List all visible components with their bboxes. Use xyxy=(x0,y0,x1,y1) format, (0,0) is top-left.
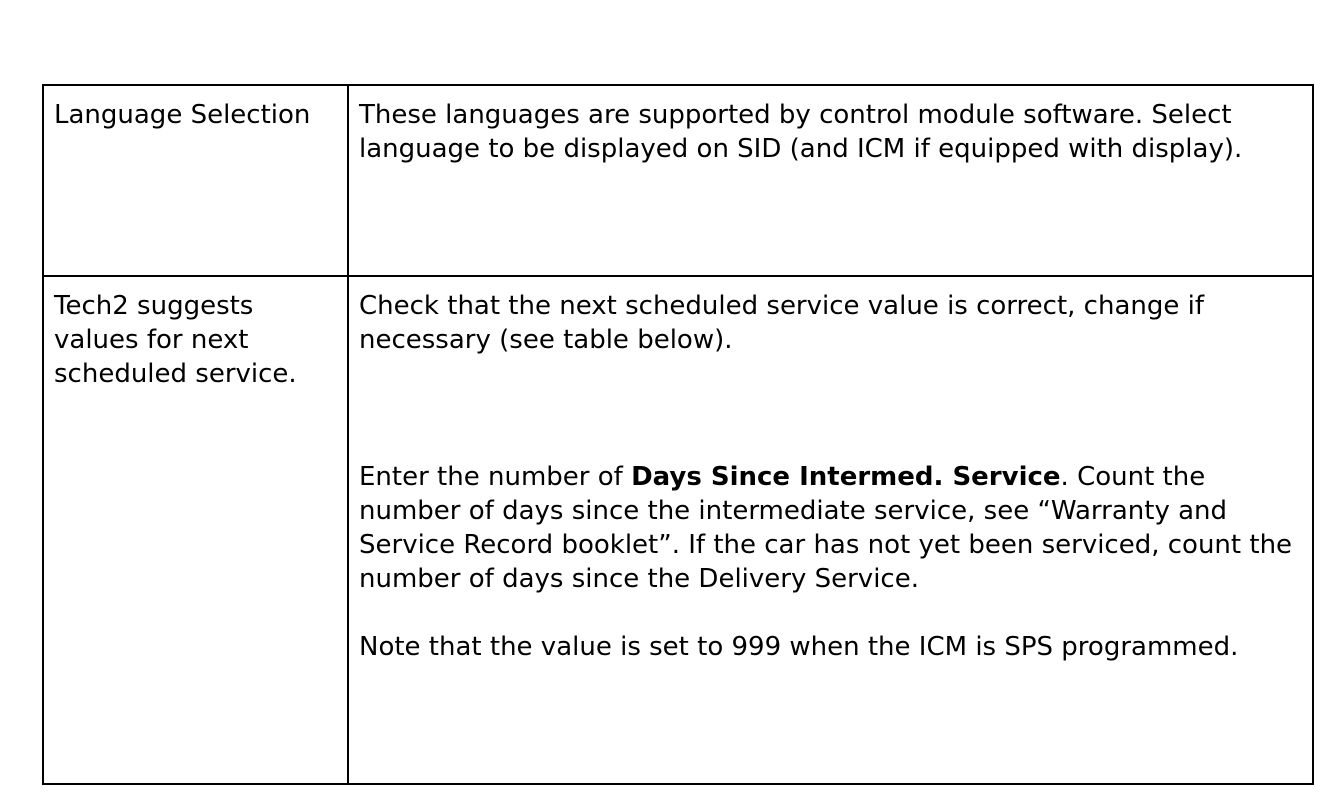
days-since-prefix: Enter the number of xyxy=(359,462,632,492)
days-since-service-text xyxy=(359,460,1302,596)
row-label-cell xyxy=(43,85,348,276)
row-description-cell xyxy=(348,85,1313,276)
row-label-cell xyxy=(43,276,348,784)
check-service-value-text: Check that the next scheduled service value is correct, change if necessary (see table below). xyxy=(359,291,1204,355)
row-label: Language Selection xyxy=(54,100,311,130)
table-row-next-scheduled-service xyxy=(43,276,1313,784)
row-description-cell xyxy=(348,276,1313,784)
days-since-field-name: Days Since Intermed. Service xyxy=(631,462,1061,492)
row-label: Tech2 suggests values for next scheduled service. xyxy=(54,291,297,389)
days-since-suffix: . Count the number of days since the intermediate service, see “Warranty and Service Record booklet”. If the car has not yet been serviced, count the number of days since the Delivery Service. xyxy=(359,462,1293,594)
instruction-table xyxy=(42,84,1314,785)
sps-programmed-note: Note that the value is set to 999 when the ICM is SPS programmed. xyxy=(359,632,1239,662)
table-row-language-selection xyxy=(43,85,1313,276)
language-description: These languages are supported by control module software. Select language to be displayed on SID (and ICM if equipped with display). xyxy=(359,100,1243,164)
